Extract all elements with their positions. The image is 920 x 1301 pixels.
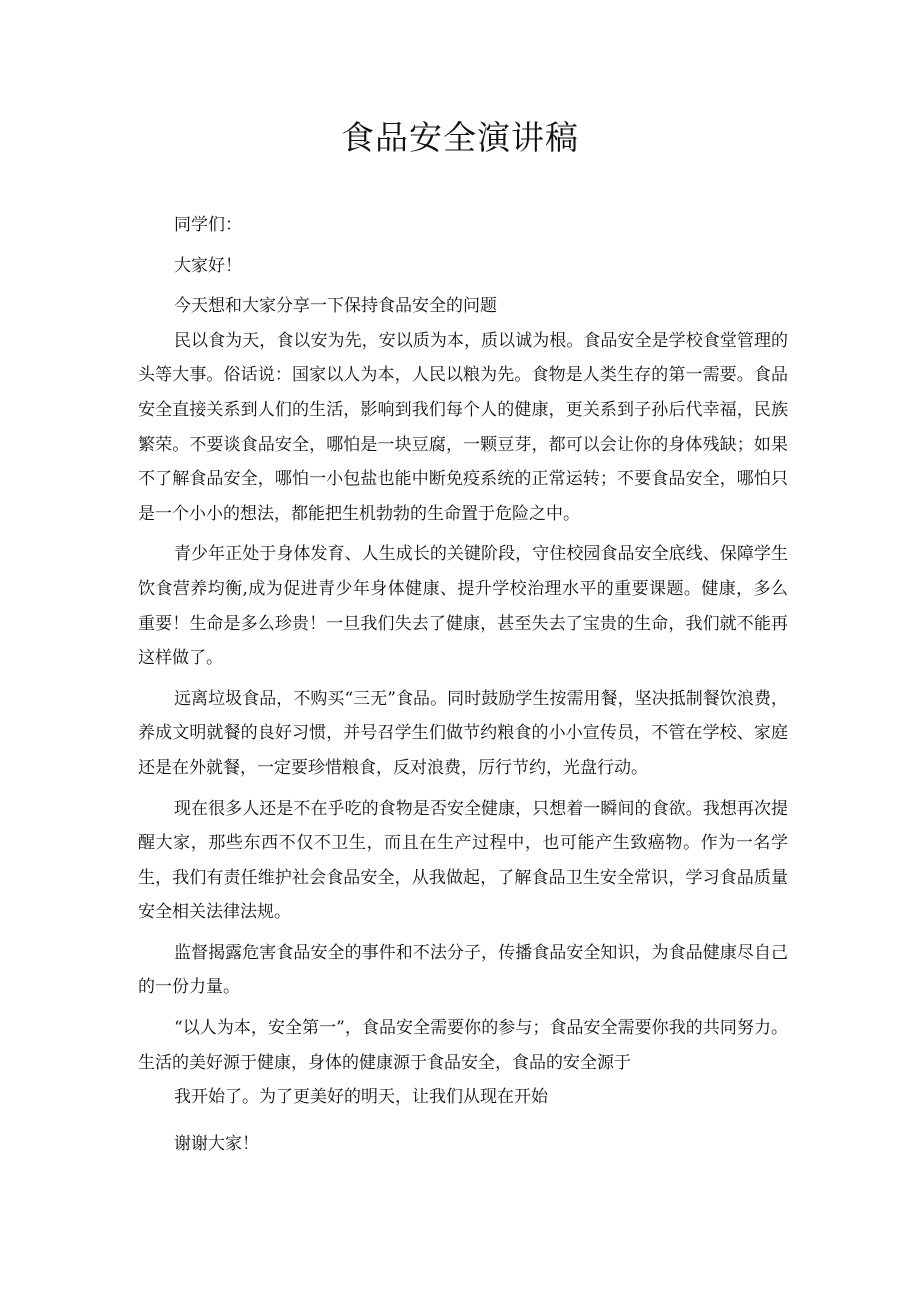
document-title: 食品安全演讲稿: [341, 118, 579, 157]
body-paragraph: 我开始了。为了更美好的明天，让我们从现在开始: [174, 1087, 548, 1108]
body-paragraph: “以人为本，安全第一”，食品安全需要你的参与；食品安全需要你我的共同努力。生活的美好源于健康，身体的健康源于食品安全，食品的安全源于: [138, 1018, 788, 1073]
intro-line: 今天想和大家分享一下保持食品安全的问题: [174, 296, 497, 317]
body-paragraph: 民以食为天，食以安为先，安以质为本，质以诚为根。食品安全是学校食堂管理的头等大事。俗话说：国家以人为本，人民以粮为先。食物是人类生存的第一需要。食品安全直接关系到人们的生活，影响到我们每个人的健康，更关系到子孙后代幸福，民族繁荣。不要谈食品安全，哪怕是一块豆腐，一颗豆芽，都可以会让你的身体残缺；如果不了解食品安全，哪怕一小包盐也能中断免疫系统的正常运转；不要食品安全，哪怕只是一个小小的想法，都能把生机勃勃的生命置于危险之中。: [138, 330, 788, 524]
body-paragraph: 监督揭露危害食品安全的事件和不法分子，传播食品安全知识，为食品健康尽自己的一份力量。: [138, 942, 788, 998]
body-paragraph: 现在很多人还是不在乎吃的食物是否安全健康，只想着一瞬间的食欲。我想再次提醒大家，那些东西不仅不卫生，而且在生产过程中，也可能产生致癌物。作为一名学生，我们有责任维护社会食品安全，从我做起，了解食品卫生安全常识，学习食品质量安全相关法律法规。: [138, 798, 788, 923]
document-body: [138, 208, 788, 1161]
body-paragraph: 远离垃圾食品，不购买“三无”食品。同时鼓励学生按需用餐，坚决抵制餐饮浪费，养成文明就餐的良好习惯，并号召学生们做节约粮食的小小宣传员，不管在学校、家庭还是在外就餐，一定要珍惜粮食，反对浪费，厉行节约，光盘行动。: [138, 688, 788, 778]
greeting-line: 同学们：: [174, 215, 242, 235]
greeting-line: 大家好！: [174, 255, 242, 276]
closing-line: 谢谢大家！: [174, 1133, 259, 1154]
body-paragraph: 青少年正处于身体发育、人生成长的关键阶段，守住校园食品安全底线、保障学生饮食营养均衡,成为促进青少年身体健康、提升学校治理水平的重要课题。健康，多么重要！生命是多么珍贵！一旦我们失去了健康，甚至失去了宝贵的生命，我们就不能再这样做了。: [138, 544, 788, 669]
